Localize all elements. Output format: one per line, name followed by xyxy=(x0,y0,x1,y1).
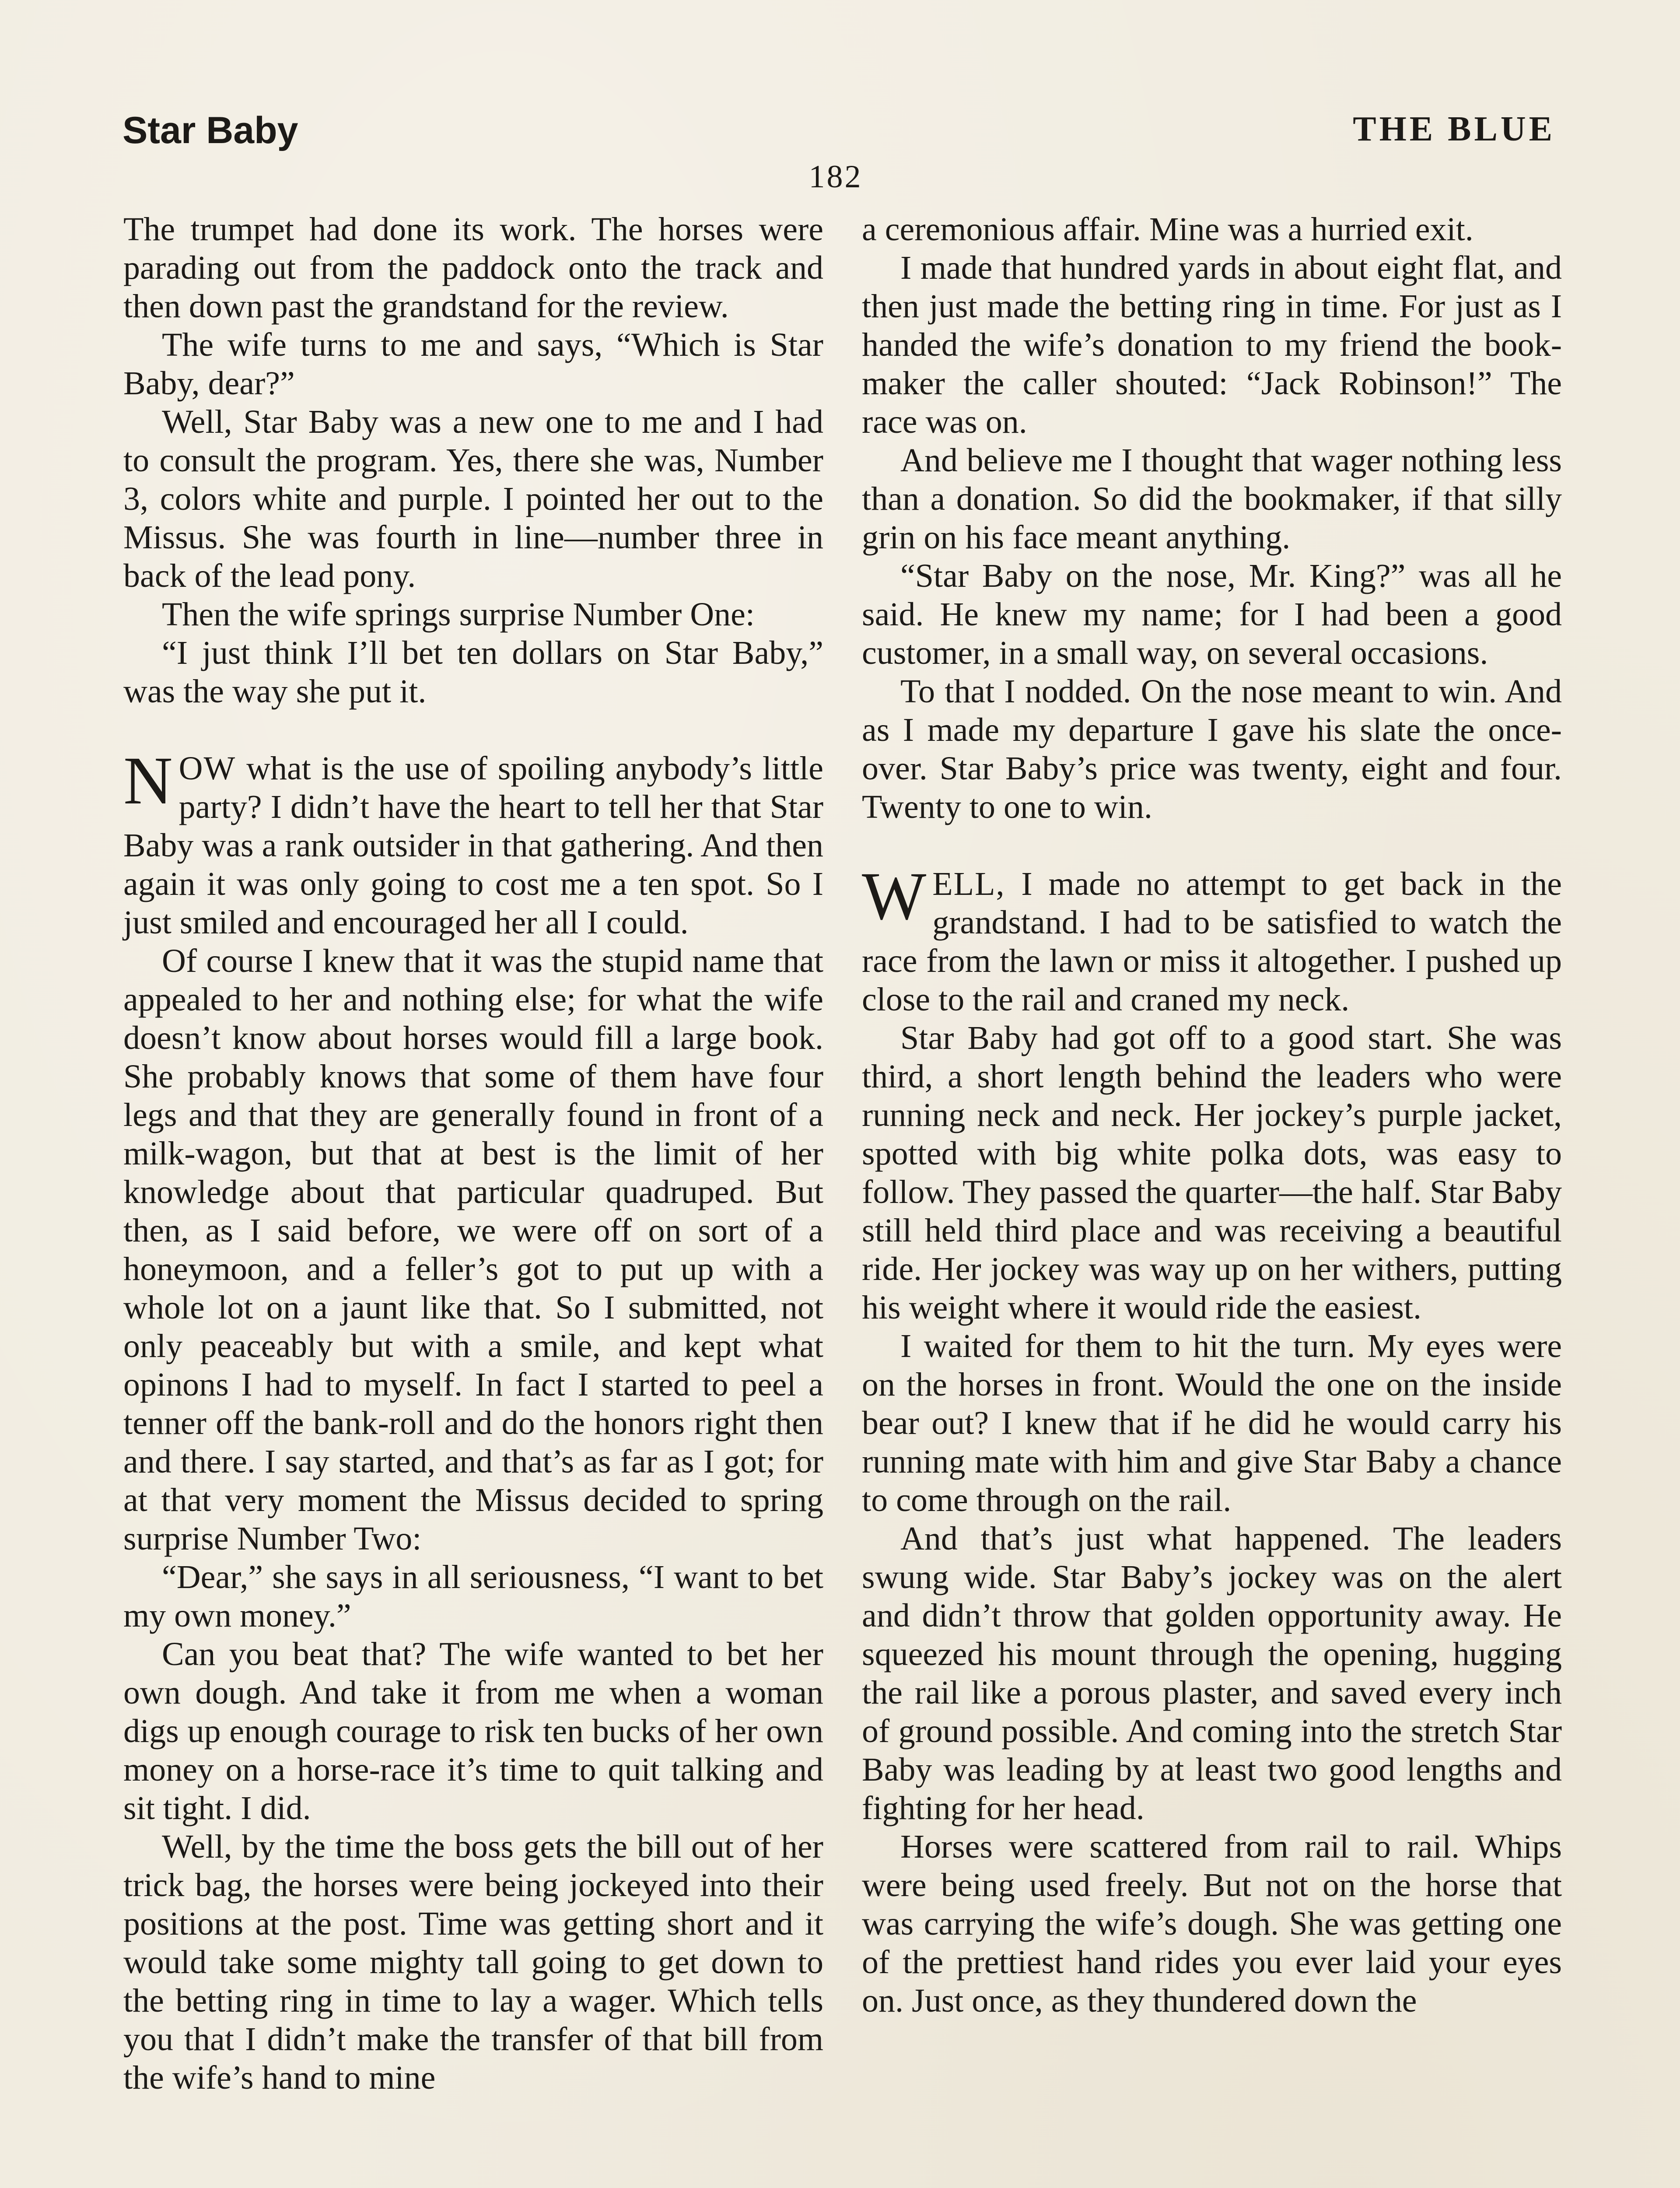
section-opening-paragraph xyxy=(862,858,1562,1019)
paragraph: Horses were scattered from rail to rail. Whips were being used freely. But not on the horse that was carrying the wife’s dough. She was getting one of the prettiest hand rides you ever laid your eyes on. Just once, as they thundered down the xyxy=(862,1828,1562,2019)
paragraph: To that I nodded. On the nose meant to win. And as I made my departure I gave his slate the once-over. Star Baby’s price was twenty, eight and four. Twenty to one to win. xyxy=(862,673,1562,825)
paragraph: The trumpet had done its work. The horses were parading out from the paddock onto the track and then down past the grandstand for the review. xyxy=(123,211,823,325)
paragraph: Well, Star Baby was a new one to me and I had to consult the program. Yes, there she was, Number 3, colors white and purple. I pointed her out to the Missus. She was fourth in line—number three in back of the lead pony. xyxy=(123,403,823,594)
paragraph: Then the wife springs surprise Number One: xyxy=(162,596,755,633)
paragraph: I waited for them to hit the turn. My eyes were on the horses in front. Would the one on the inside bear out? I knew that if he did he would carry his running mate with him and give Star Baby a chance to come through on the rail. xyxy=(862,1328,1562,1518)
magazine-title-header: THE BLUE xyxy=(1353,110,1555,148)
drop-cap: W xyxy=(862,858,927,934)
drop-cap: N xyxy=(123,743,173,818)
paragraph: And that’s just what happened. The leaders swung wide. Star Baby’s jockey was on the alert and didn’t throw that golden opportunity away. He squeezed his mount through the opening, hugging the rail like a porous plaster, and saved every inch of ground possible. And coming into the stretch Star Baby was leading by at least two good lengths and fighting for her head. xyxy=(862,1520,1562,1827)
section-opening-paragraph xyxy=(123,743,823,942)
page-number: 182 xyxy=(808,159,863,195)
paragraph-text: I made no attempt to get back in the grandstand. I had to be satisfied to watch the race from the lawn or miss it altogether. I pushed up close to the rail and craned my neck. xyxy=(862,866,1562,1018)
paragraph-continuation: a ceremonious affair. Mine was a hurried exit. xyxy=(862,211,1474,248)
paragraph: The wife turns to me and says, “Which is Star Baby, dear?” xyxy=(123,326,823,402)
paragraph: Can you beat that? The wife wanted to bet her own dough. And take it from me when a woman digs up enough courage to risk ten bucks of her own money on a horse-race it’s time to quit talking and sit tight. I did. xyxy=(123,1636,823,1827)
paragraph: I made that hundred yards in about eight flat, and then just made the betting ring in time. For just as I handed the wife’s donation to my friend the bookmaker the caller shouted: “Jack Robinson!” The race was on. xyxy=(862,249,1562,440)
paragraph: “Star Baby on the nose, Mr. King?” was all he said. He knew my name; for I had been a good customer, in a small way, on several occasions. xyxy=(862,558,1562,671)
paragraph: Well, by the time the boss gets the bill out of her trick bag, the horses were being jockeyed into their positions at the post. Time was getting short and it would take some mighty tall going to get down to the betting ring in time to lay a wager. Which tells you that I didn’t make the transfer of that bill from the wife’s hand to mine xyxy=(123,1828,823,2096)
story-title-header: Star Baby xyxy=(122,109,298,151)
paragraph: And believe me I thought that wager nothing less than a donation. So did the bookmaker, if that silly grin on his face meant anything. xyxy=(862,442,1562,556)
paragraph-text: what is the use of spoiling anybody’s little party? I didn’t have the heart to tell her that Star Baby was a rank outsider in that gathering. And then again it was only going to cost me a ten spot. So I just smiled and encouraged her all I could. xyxy=(123,750,823,941)
left-column xyxy=(123,210,823,2097)
section-lead-in: ELL, xyxy=(932,866,1005,902)
right-column xyxy=(862,210,1562,2020)
section-lead-in: OW xyxy=(178,750,236,787)
paragraph: “I just think I’ll bet ten dollars on Star Baby,” was the way she put it. xyxy=(123,635,823,710)
paragraph: “Dear,” she says in all seriousness, “I want to bet my own money.” xyxy=(123,1559,823,1634)
paragraph: Star Baby had got off to a good start. She was third, a short length behind the leaders who were running neck and neck. Her jockey’s purple jacket, spotted with big white polka dots, was easy to follow. They passed the quarter—the half. Star Baby still held third place and was receiving a beautiful ride. Her jockey was way up on her withers, putting his weight where it would ride the easiest. xyxy=(862,1020,1562,1326)
paragraph: Of course I knew that it was the stupid name that appealed to her and nothing else; for what the wife doesn’t know about horses would fill a large book. She probably knows that some of them have four legs and that they are generally found in front of a milk-wagon, but that at best is the limit of her knowledge about that particular quadruped. But then, as I said before, we were off on sort of a honeymoon, and a feller’s got to put up with a whole lot on a jaunt like that. So I submitted, not only peaceably but with a smile, and kept what opinons I had to myself. In fact I started to peel a tenner off the bank-roll and do the honors right then and there. I say started, and that’s as far as I got; for at that very moment the Missus decided to spring surprise Number Two: xyxy=(123,943,823,1557)
